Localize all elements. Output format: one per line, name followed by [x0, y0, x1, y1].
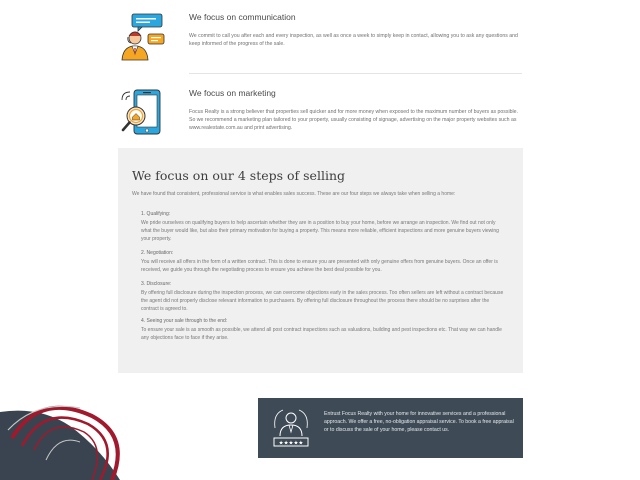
feature-body: We commit to call you after each and every inspection, as well as once a week to simply keep in contact, allowing you to ask any questions and keep informed of the progress of the sale.: [189, 33, 518, 48]
step-heading: 4. Seeing your sale through to the end:: [141, 318, 228, 324]
step-heading: 1. Qualifying:: [141, 211, 171, 217]
svg-text:★★★★★: ★★★★★: [278, 440, 304, 447]
step-body: We pride ourselves on qualifying buyers to help ascertain whether they are in a position to buy your home, before we arrange an inspection. We find out not only what the buyer would like, but also their primary motivation for buying a property. This means more reliable, efficient inspections and more genuine buyers viewing your property.: [141, 220, 499, 243]
feature-title: We focus on communication: [189, 12, 296, 22]
feature-body: Focus Realty is a strong believer that properties sell quicker and for more money when exposed to the maximum number of buyers as possible. So we recommend a marketing plan tailored to your property, usually consisting of signage, advertising on the major property websites such as www.realestate.com.au and print advertising.: [189, 109, 518, 132]
divider: [189, 73, 522, 74]
agent-rating-icon: [271, 406, 311, 450]
cta-text: Entrust Focus Realty with your home for innovative services and a professional approach. We offer a free, no-obligation appraisal service. To book a free appraisal or to discuss the sale of your home, please contact us.: [324, 411, 514, 434]
step-body: To ensure your sale is as smooth as possible, we attend all post contract inspections such as valuations, building and pest inspections etc. That way we can handle any objections face to face if they arise.: [141, 327, 502, 342]
feature-communication: [118, 12, 522, 76]
step-item: [141, 250, 506, 274]
communication-agent-icon: [118, 12, 170, 62]
section-intro: We have found that consistent, professional service is what enables sales success. These are our four steps we always take when selling a home:: [132, 191, 456, 197]
step-heading: 3. Disclosure:: [141, 281, 172, 287]
section-title: We focus on our 4 steps of selling: [132, 168, 346, 183]
step-body: By offering full disclosure during the inspection process, we can overcome objections early in the sales process. Too often sellers are left without a contract because the agent did not properly disclose relevant information to purchasers. By offering full disclosure throughout the process there should be no surprises after the contract is agreed to.: [141, 290, 504, 313]
step-body: You will receive all offers in the form of a written contract. This is done to ensure you are presented with only genuine offers from genuine buyers. Once an offer is received, we guide you through the negotiating process to ensure you achieve the best deal possible for you.: [141, 259, 498, 274]
step-heading: 2. Negotiation:: [141, 250, 174, 256]
cta-box: [258, 398, 523, 458]
step-item: [141, 211, 506, 244]
step-item: [141, 281, 506, 314]
phone-marketing-icon: [118, 88, 170, 138]
feature-title: We focus on marketing: [189, 88, 276, 98]
decorative-swoosh: [0, 386, 140, 480]
step-item: [141, 318, 506, 342]
steps-panel: [118, 148, 523, 373]
feature-marketing: [118, 88, 522, 148]
